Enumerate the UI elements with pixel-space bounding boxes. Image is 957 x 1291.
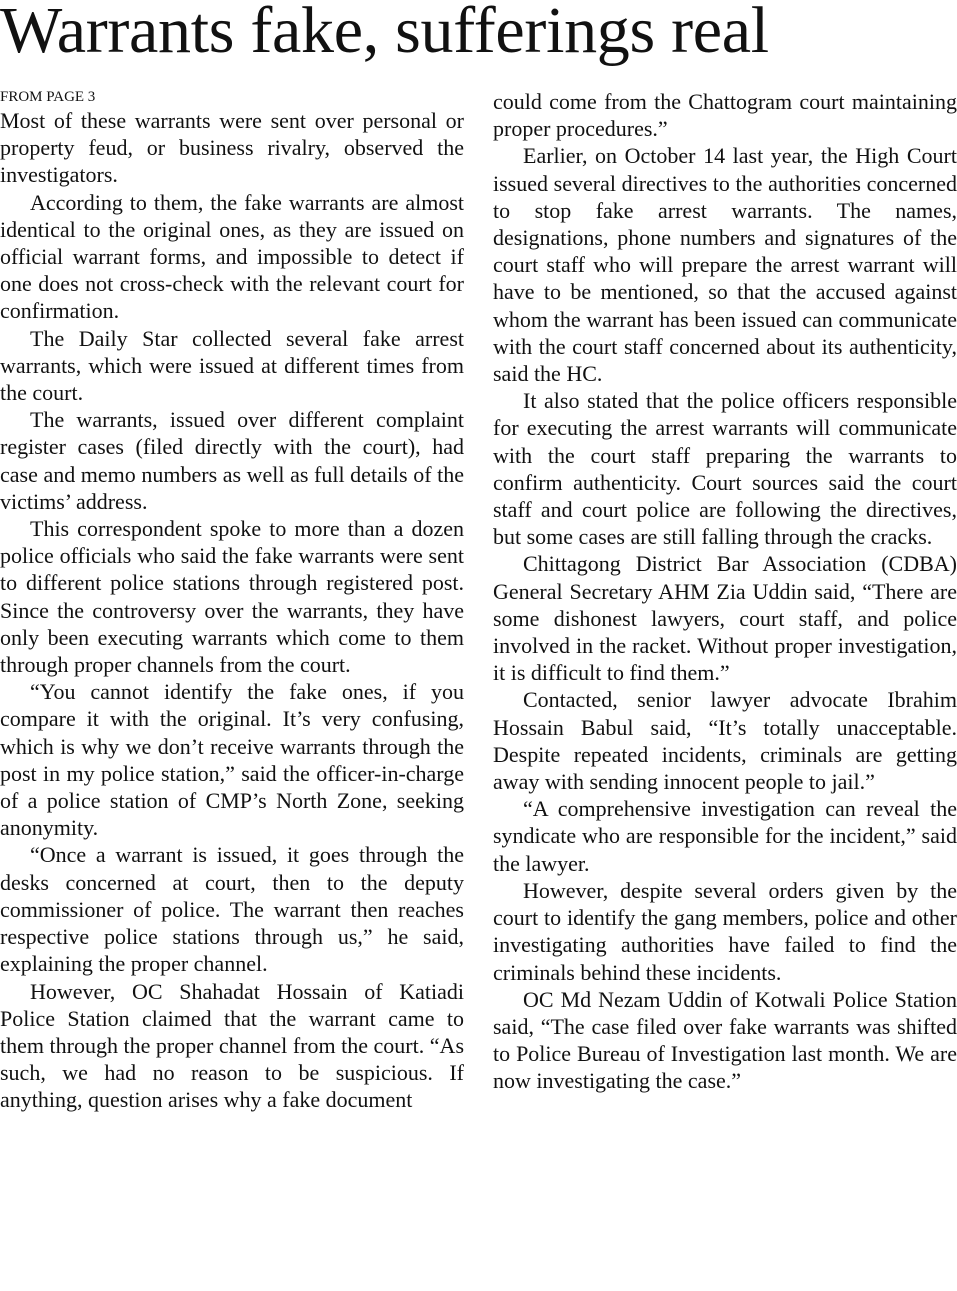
paragraph: According to them, the fake warrants are almost identical to the original ones, as they are issued on official warrant forms, and impossible to detect if one does not cross-check with the relevant court for confirmation. [0,189,464,324]
paragraph: “You cannot identify the fake ones, if you compare it with the original. It’s very confusing, which is why we don’t receive warrants through the post in my police station,” said the officer-in-charge of a police station of CMP’s North Zone, seeking anonymity. [0,679,464,841]
paragraph: Contacted, senior lawyer advocate Ibrahim Hossain Babul said, “It’s totally unacceptable. Despite repeated incidents, criminals are getting away with sending innocent people to jail.” [493,687,957,795]
paragraph: OC Md Nezam Uddin of Kotwali Police Station said, “The case filed over fake warrants was shifted to Police Bureau of Investigation last month. We are now investigating the case.” [493,986,957,1094]
paragraph: could come from the Chattogram court maintaining proper procedures.” [493,89,957,142]
paragraph: The warrants, issued over different complaint register cases (filed directly with the court), had case and memo numbers as well as full details of the victims’ address. [0,407,464,514]
paragraph: “Once a warrant is issued, it goes through the desks concerned at court, then to the deputy commissioner of police. The warrant then reaches respective police stations through us,” he said, explaining the proper channel. [0,842,464,977]
right-column [493,88,957,1095]
paragraph: However, OC Shahadat Hossain of Katiadi Police Station claimed that the warrant came to them through the proper channel from the court. “As such, we had no reason to be suspicious. If anything, question arises why a fake document [0,978,464,1113]
paragraph: Earlier, on October 14 last year, the High Court issued several directives to the authorities concerned to stop fake arrest warrants. The names, designations, phone numbers and signatures of the court staff who will prepare the arrest warrant will have to be mentioned, so that the accused against whom the warrant has been issued can communicate with the court staff concerned about its authenticity, said the HC. [493,143,957,387]
headline: Warrants fake, sufferings real [0,0,769,67]
jump-label: FROM PAGE 3 [0,89,96,105]
paragraph: It also stated that the police officers responsible for executing the arrest warrants will communicate with the court staff preparing the warrants to confirm authenticity. Court sources said the court staff and court police are following the directives, but some cases are still falling through the cracks. [493,388,957,550]
paragraph: Most of these warrants were sent over personal or property feud, or business rivalry, observed the investigators. [0,108,464,188]
paragraph: Chittagong District Bar Association (CDBA) General Secretary AHM Zia Uddin said, “There are some dishonest lawyers, court staff, and police involved in the racket. Without proper investigation, it is difficult to find them.” [493,551,957,686]
paragraph: However, despite several orders given by the court to identify the gang members, police and other investigating authorities have failed to find the criminals behind these incidents. [493,877,957,985]
paragraph: “A comprehensive investigation can reveal the syndicate who are responsible for the incident,” said the lawyer. [493,796,957,876]
paragraph: The Daily Star collected several fake arrest warrants, which were issued at different times from the court. [0,325,464,406]
left-column [0,88,464,1114]
paragraph: This correspondent spoke to more than a dozen police officials who said the fake warrants were sent to different police stations through registered post. Since the controversy over the warrants, they have only been executing warrants which come to them through proper channels from the court. [0,516,464,678]
